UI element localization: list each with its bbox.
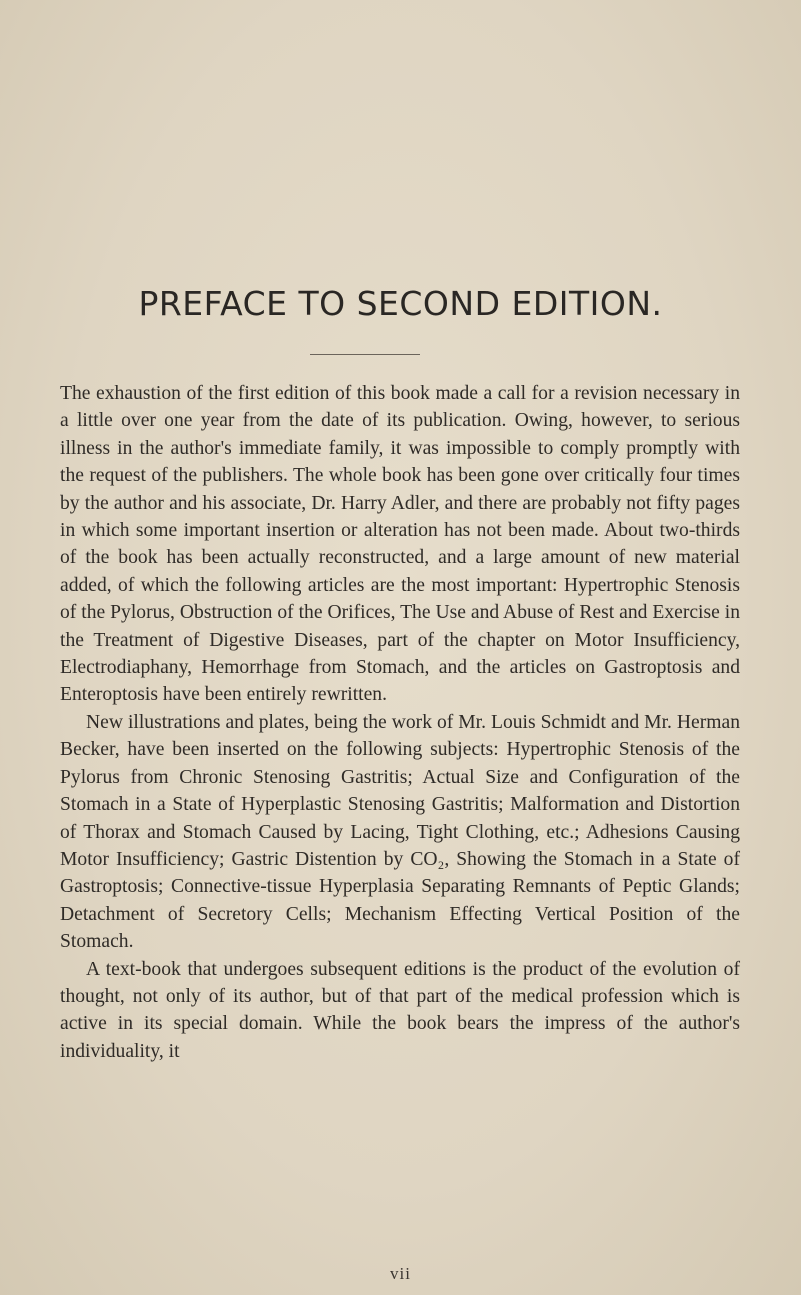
preface-body: [60, 380, 740, 1065]
paragraph-3: A text-book that undergoes subsequent editions is the product of the evolution of thought, not only of its author, but of that part of the medical profession which is active in its special domain. While the book bears the impress of the author's individuality, it: [60, 958, 740, 1062]
page-number: vii: [390, 1264, 411, 1283]
title-rule: [310, 354, 420, 355]
paragraph-2: New illustrations and plates, being the work of Mr. Louis Schmidt and Mr. Herman Becker, have been inserted on the following subjects: Hypertrophic Stenosis of the Pylorus from Chronic Stenosing Gastritis; Actual Size and Configuration of the Stomach in a State of Hyperplastic Stenosing Gastritis; Malformation and Distortion of Thorax and Stomach Caused by Lacing, Tight Clothing, etc.; Adhesions Causing Motor Insufficiency; Gastric Distention by CO₂, Showing the Stomach in a State of Gastroptosis; Connective-tissue Hyperplasia Separating Remnants of Peptic Glands; Detachment of Secretory Cells; Mechanism Effecting Vertical Position of the Stomach.: [60, 711, 740, 953]
page-title: PREFACE TO SECOND EDITION.: [138, 284, 663, 323]
paragraph-1: The exhaustion of the first edition of this book made a call for a revision necessary in a little over one year from the date of its publication. Owing, however, to serious illness in the author's immediate family, it was impossible to comply promptly with the request of the publishers. The whole book has been gone over critically four times by the author and his associate, Dr. Harry Adler, and there are probably not fifty pages in which some important insertion or alteration has not been made. About two-thirds of the book has been actually reconstructed, and a large amount of new material added, of which the following articles are the most important: Hypertrophic Stenosis of the Pylorus, Obstruction of the Orifices, The Use and Abuse of Rest and Exercise in the Treatment of Digestive Diseases, part of the chapter on Motor Insufficiency, Electrodiaphany, Hemorrhage from Stomach, and the articles on Gastroptosis and Enteroptosis have been entirely rewritten.: [60, 383, 740, 706]
